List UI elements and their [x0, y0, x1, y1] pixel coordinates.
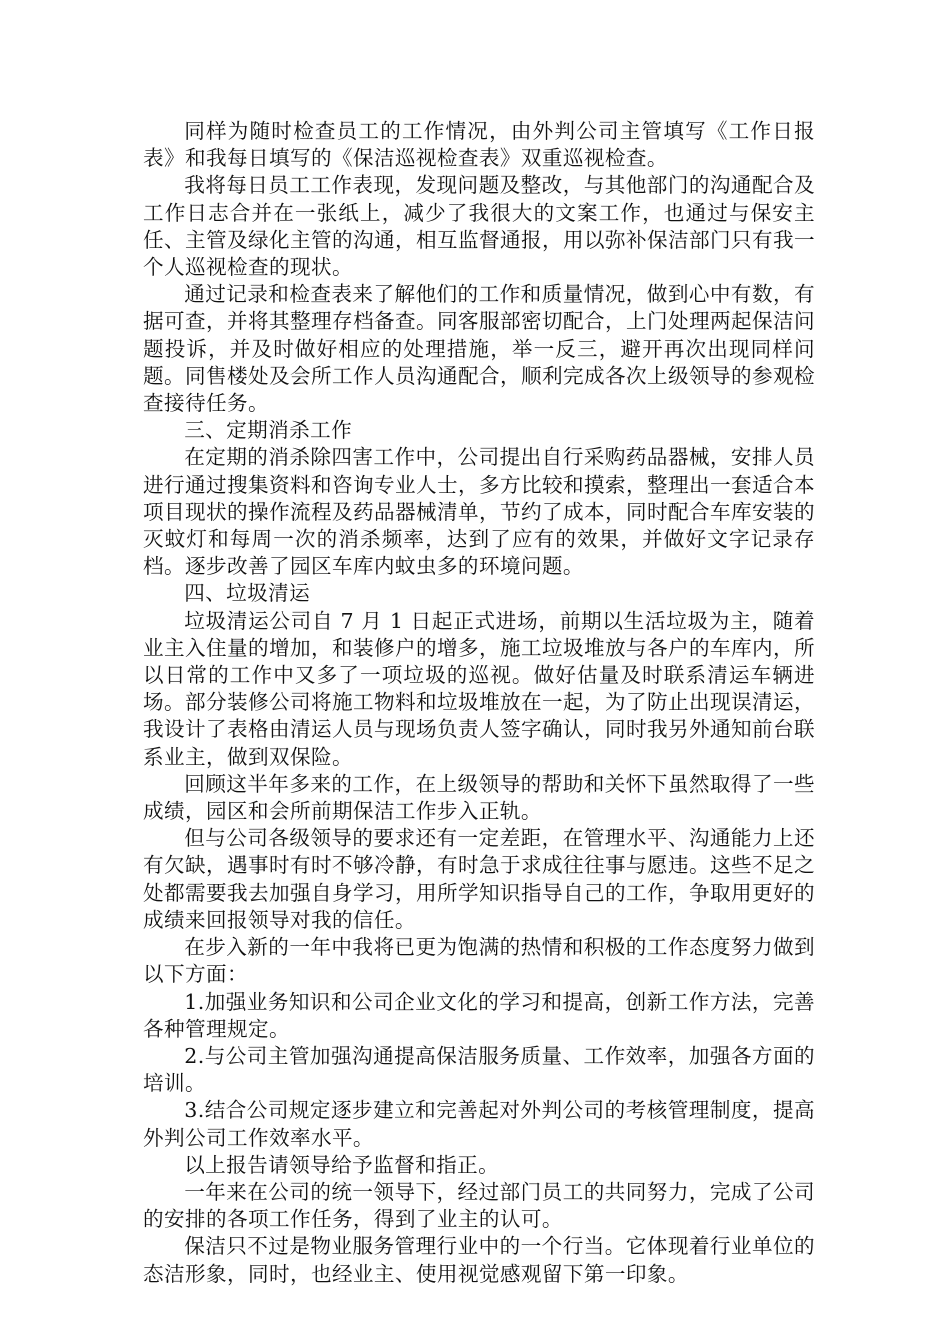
- paragraph-records-check: 通过记录和检查表来了解他们的工作和质量情况，做到心中有数，有据可查，并将其整理存档备查。同客服部密切配合，上门处理两起保洁问题投诉，并及时做好相应的处理措施，举一反三，避开再次出现同样问题。同售楼处及会所工作人员沟通配合，顺利完成各次上级领导的参观检查接待任务。: [143, 282, 815, 416]
- paragraph-pest-control: 在定期的消杀除四害工作中，公司提出自行采购药品器械，安排人员进行通过搜集资料和咨询专业人士，多方比较和摸索，整理出一套适合本项目现状的操作流程及药品器械清单，节约了成本，同时配合车库安装的灭蚊灯和每周一次的消杀频率，达到了应有的效果，并做好文字记录存档。逐步改善了园区车库内蚊虫多的环境问题。: [143, 445, 815, 579]
- paragraph-new-year: 在步入新的一年中我将已更为饱满的热情和积极的工作态度努力做到以下方面：: [143, 935, 815, 987]
- paragraph-shortcomings: 但与公司各级领导的要求还有一定差距，在管理水平、沟通能力上还有欠缺，遇事时有时不够冷静，有时急于求成往往事与愿违。这些不足之处都需要我去加强自身学习，用所学知识指导自己的工作，争取用更好的成绩来回报领导对我的信任。: [143, 826, 815, 932]
- paragraph-garbage: 垃圾清运公司自 7 月 1 日起正式进场，前期以生活垃圾为主，随着业主入住量的增加，和装修户的增多，施工垃圾堆放与各户的车库内，所以日常的工作中又多了一项垃圾的巡视。做好估量及时联系清运车辆进场。部分装修公司将施工物料和垃圾堆放在一起，为了防止出现误清运，我设计了表格由清运人员与现场负责人签字确认，同时我另外通知前台联系业主，做到双保险。: [143, 608, 815, 769]
- paragraph-daily-report: 同样为随时检查员工的工作情况，由外判公司主管填写《工作日报表》和我每日填写的《保洁巡视检查表》双重巡视检查。: [143, 119, 815, 171]
- section-heading-pest-control: 三、定期消杀工作: [184, 418, 353, 443]
- list-item-2: 2.与公司主管加强沟通提高保洁服务质量、工作效率，加强各方面的培训。: [143, 1043, 815, 1096]
- document-body: [143, 118, 815, 1288]
- paragraph-work-log: 我将每日员工工作表现，发现问题及整改，与其他部门的沟通配合及工作日志合并在一张纸上，减少了我很大的文案工作，也通过与保安主任、主管及绿化主管的沟通，相互监督通报，用以弥补保洁部门只有我一个人巡视检查的现状。: [143, 173, 815, 280]
- section-heading-garbage: 四、垃圾清运: [184, 581, 311, 606]
- paragraph-year-summary: 一年来在公司的统一领导下，经过部门员工的共同努力，完成了公司的安排的各项工作任务，得到了业主的认可。: [143, 1179, 815, 1232]
- paragraph-closing: 以上报告请领导给予监督和指正。: [184, 1152, 500, 1177]
- list-item-3: 3.结合公司规定逐步建立和完善起对外判公司的考核管理制度，提高外判公司工作效率水平。: [143, 1098, 815, 1150]
- paragraph-cleaning-role: 保洁只不过是物业服务管理行业中的一个行当。它体现着行业单位的态洁形象，同时，也经业主、使用视觉感观留下第一印象。: [143, 1234, 815, 1286]
- list-item-1: 1.加强业务知识和公司企业文化的学习和提高，创新工作方法，完善各种管理规定。: [143, 989, 815, 1041]
- paragraph-review: 回顾这半年多来的工作，在上级领导的帮助和关怀下虽然取得了一些成绩，园区和会所前期保洁工作步入正轨。: [143, 771, 815, 824]
